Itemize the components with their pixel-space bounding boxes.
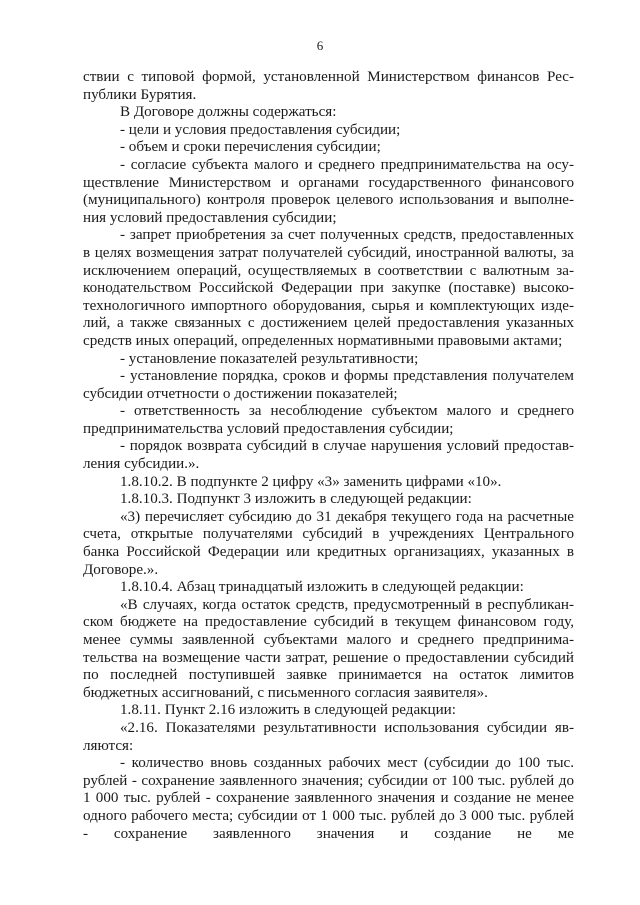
quote-clause-2-16: «2.16. Показателями результативности использования субсидии являются: [83,719,574,754]
page-number: 6 [316,38,324,53]
paragraph-continuation: ствии с типовой формой, установленной Министерством финансов Республики Бурятия. [83,69,574,103]
document-body [83,69,574,843]
list-item-goals: - цели и условия предоставления субсидии; [120,121,401,138]
quote-paragraph-thirteen: «В случаях, когда остаток средств, предусмотренный в республиканском бюджете на предоставление субсидий в текущем финансовом году, менее суммы заявленной субъектами малого и среднего предпринимательства на возмещение части затрат, решение о предоставлении субсидий по последней поступившей заявке принимается на остаток лимитов бюджетных ассигнований, с письменного согласия заявителя». [83,596,574,701]
clause-1-8-10-3: 1.8.10.3. Подпункт 3 изложить в следующей редакции: [120,491,472,508]
list-item-consent: - согласие субъекта малого и среднего предпринимательства на осуществление Министерством и органами государственного финансового (муниципального) контроля проверок целевого использования и выполнения условий предоставления субсидии; [83,156,574,226]
paragraph-contract-contents-intro: В Договоре должны содержаться: [120,104,337,121]
clause-1-8-10-2: 1.8.10.2. В подпункте 2 цифру «3» заменить цифрами «10». [120,473,502,490]
quote-subclause-3: «3) перечисляет субсидию до 31 декабря текущего года на расчетные счета, открытые получателями субсидий в учреждениях Центрального банка Российской Федерации или кредитных организациях, указанных в Договоре.». [83,508,574,578]
list-item-indicators: - установление показателей результативности; [120,350,419,367]
list-item-volume: - объем и сроки перечисления субсидии; [120,139,381,156]
clause-1-8-11: 1.8.11. Пункт 2.16 изложить в следующей редакции: [120,702,456,719]
clause-1-8-10-4: 1.8.10.4. Абзац тринадцатый изложить в следующей редакции: [120,579,524,596]
list-item-new-jobs: - количество вновь созданных рабочих мест (субсидии до 100 тыс. рублей - сохранение заявленного значения; субсидии от 100 тыс. рублей до 1 000 тыс. рублей - сохранение заявленного значения и создание не менее одного рабочего места; субсидии от 1 000 тыс. рублей до 3 000 тыс. рублей - сохранение заявленного значения и создание не ме [83,755,574,842]
list-item-prohibition: - запрет приобретения за счет полученных средств, предоставленных в целях возмещения затрат получателей субсидий, иностранной валюты, за исключением операций, осуществляемых в соответствии с валютным законодательством Российской Федерации при закупке (поставке) высокотехнологичного импортного оборудования, сырья и комплектующих изделий, а также связанных с достижением целей предоставления указанных средств иных операций, определенных нормативными правовыми актами; [83,227,574,349]
list-item-responsibility: - ответственность за несоблюдение субъектом малого и среднего предпринимательства условий предоставления субсидии; [83,403,574,437]
list-item-refund: - порядок возврата субсидий в случае нарушения условий предоставления субсидии.». [83,438,574,473]
list-item-reporting: - установление порядка, сроков и формы представления получателем субсидии отчетности о достижении показателей; [83,368,574,402]
